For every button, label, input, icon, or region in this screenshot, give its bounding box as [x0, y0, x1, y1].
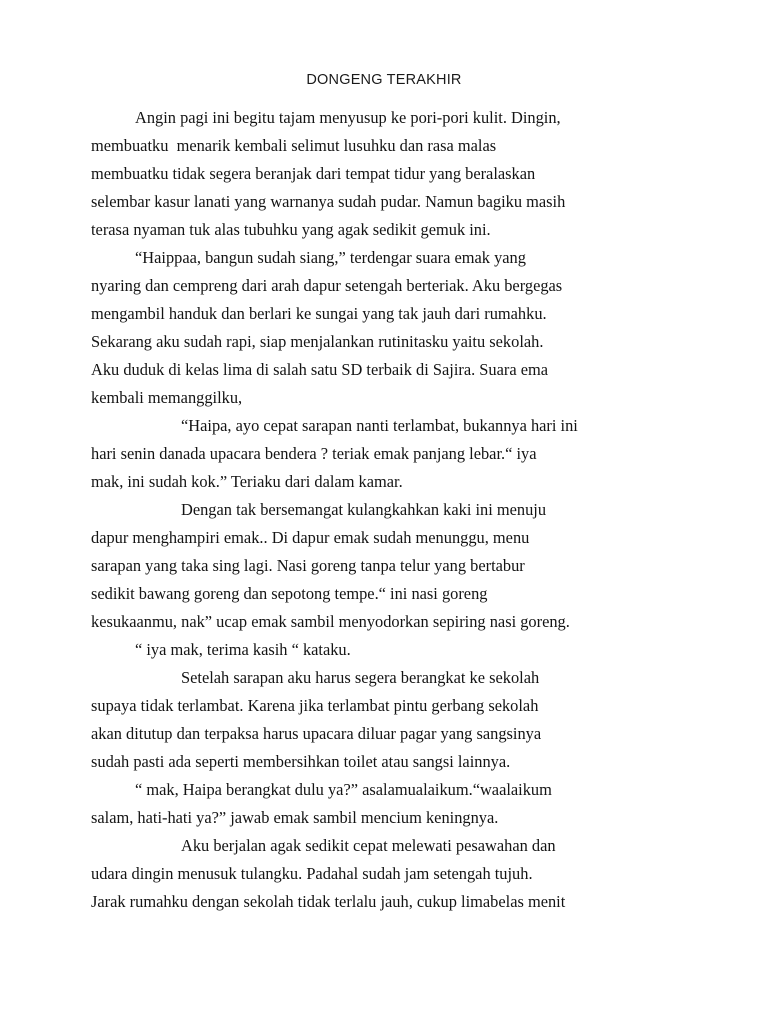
- body-line: sudah pasti ada seperti membersihkan toilet atau sangsi lainnya.: [91, 752, 511, 771]
- body-line: membuatku menarik kembali selimut lusuhku dan rasa malas: [91, 136, 497, 155]
- body-line: terasa nyaman tuk alas tubuhku yang agak sedikit gemuk ini.: [91, 220, 491, 239]
- body-line: mengambil handuk dan berlari ke sungai yang tak jauh dari rumahku.: [91, 304, 547, 323]
- body-line: salam, hati-hati ya?” jawab emak sambil mencium keningnya.: [91, 808, 499, 827]
- body-line: “ mak, Haipa berangkat dulu ya?” asalamualaikum.“waalaikum: [135, 780, 552, 799]
- body-line: nyaring dan cempreng dari arah dapur setengah berteriak. Aku bergegas: [91, 276, 563, 295]
- body-line: akan ditutup dan terpaksa harus upacara diluar pagar yang sangsinya: [91, 724, 542, 743]
- body-line: selembar kasur lanati yang warnanya sudah pudar. Namun bagiku masih: [91, 192, 566, 211]
- body-line: Jarak rumahku dengan sekolah tidak terlalu jauh, cukup limabelas menit: [91, 892, 566, 911]
- body-line: kesukaanmu, nak” ucap emak sambil menyodorkan sepiring nasi goreng.: [91, 612, 570, 631]
- body-line: Aku berjalan agak sedikit cepat melewati pesawahan dan: [181, 836, 556, 855]
- body-line: membuatku tidak segera beranjak dari tempat tidur yang beralaskan: [91, 164, 536, 183]
- body-line: “Haipa, ayo cepat sarapan nanti terlambat, bukannya hari ini: [181, 416, 578, 435]
- body-line: mak, ini sudah kok.” Teriaku dari dalam kamar.: [91, 472, 403, 491]
- body-line: supaya tidak terlambat. Karena jika terlambat pintu gerbang sekolah: [91, 696, 539, 715]
- body-line: Sekarang aku sudah rapi, siap menjalankan rutinitasku yaitu sekolah.: [91, 332, 544, 351]
- body-line: Angin pagi ini begitu tajam menyusup ke pori-pori kulit. Dingin,: [135, 108, 561, 127]
- body-line: Aku duduk di kelas lima di salah satu SD terbaik di Sajira. Suara ema: [91, 360, 549, 379]
- document-body: [91, 104, 691, 916]
- body-line: “ iya mak, terima kasih “ kataku.: [135, 640, 351, 659]
- body-line: udara dingin menusuk tulangku. Padahal sudah jam setengah tujuh.: [91, 864, 533, 883]
- body-line: Setelah sarapan aku harus segera berangkat ke sekolah: [181, 668, 540, 687]
- body-line: Dengan tak bersemangat kulangkahkan kaki ini menuju: [181, 500, 547, 519]
- body-line: dapur menghampiri emak.. Di dapur emak sudah menunggu, menu: [91, 528, 530, 547]
- body-line: sarapan yang taka sing lagi. Nasi goreng tanpa telur yang bertabur: [91, 556, 525, 575]
- body-line: “Haippaa, bangun sudah siang,” terdengar suara emak yang: [135, 248, 526, 267]
- body-line: hari senin danada upacara bendera ? teriak emak panjang lebar.“ iya: [91, 444, 537, 463]
- document-title: DONGENG TERAKHIR: [306, 72, 462, 88]
- body-line: sedikit bawang goreng dan sepotong tempe.“ ini nasi goreng: [91, 584, 488, 603]
- body-line: kembali memanggilku,: [91, 388, 243, 407]
